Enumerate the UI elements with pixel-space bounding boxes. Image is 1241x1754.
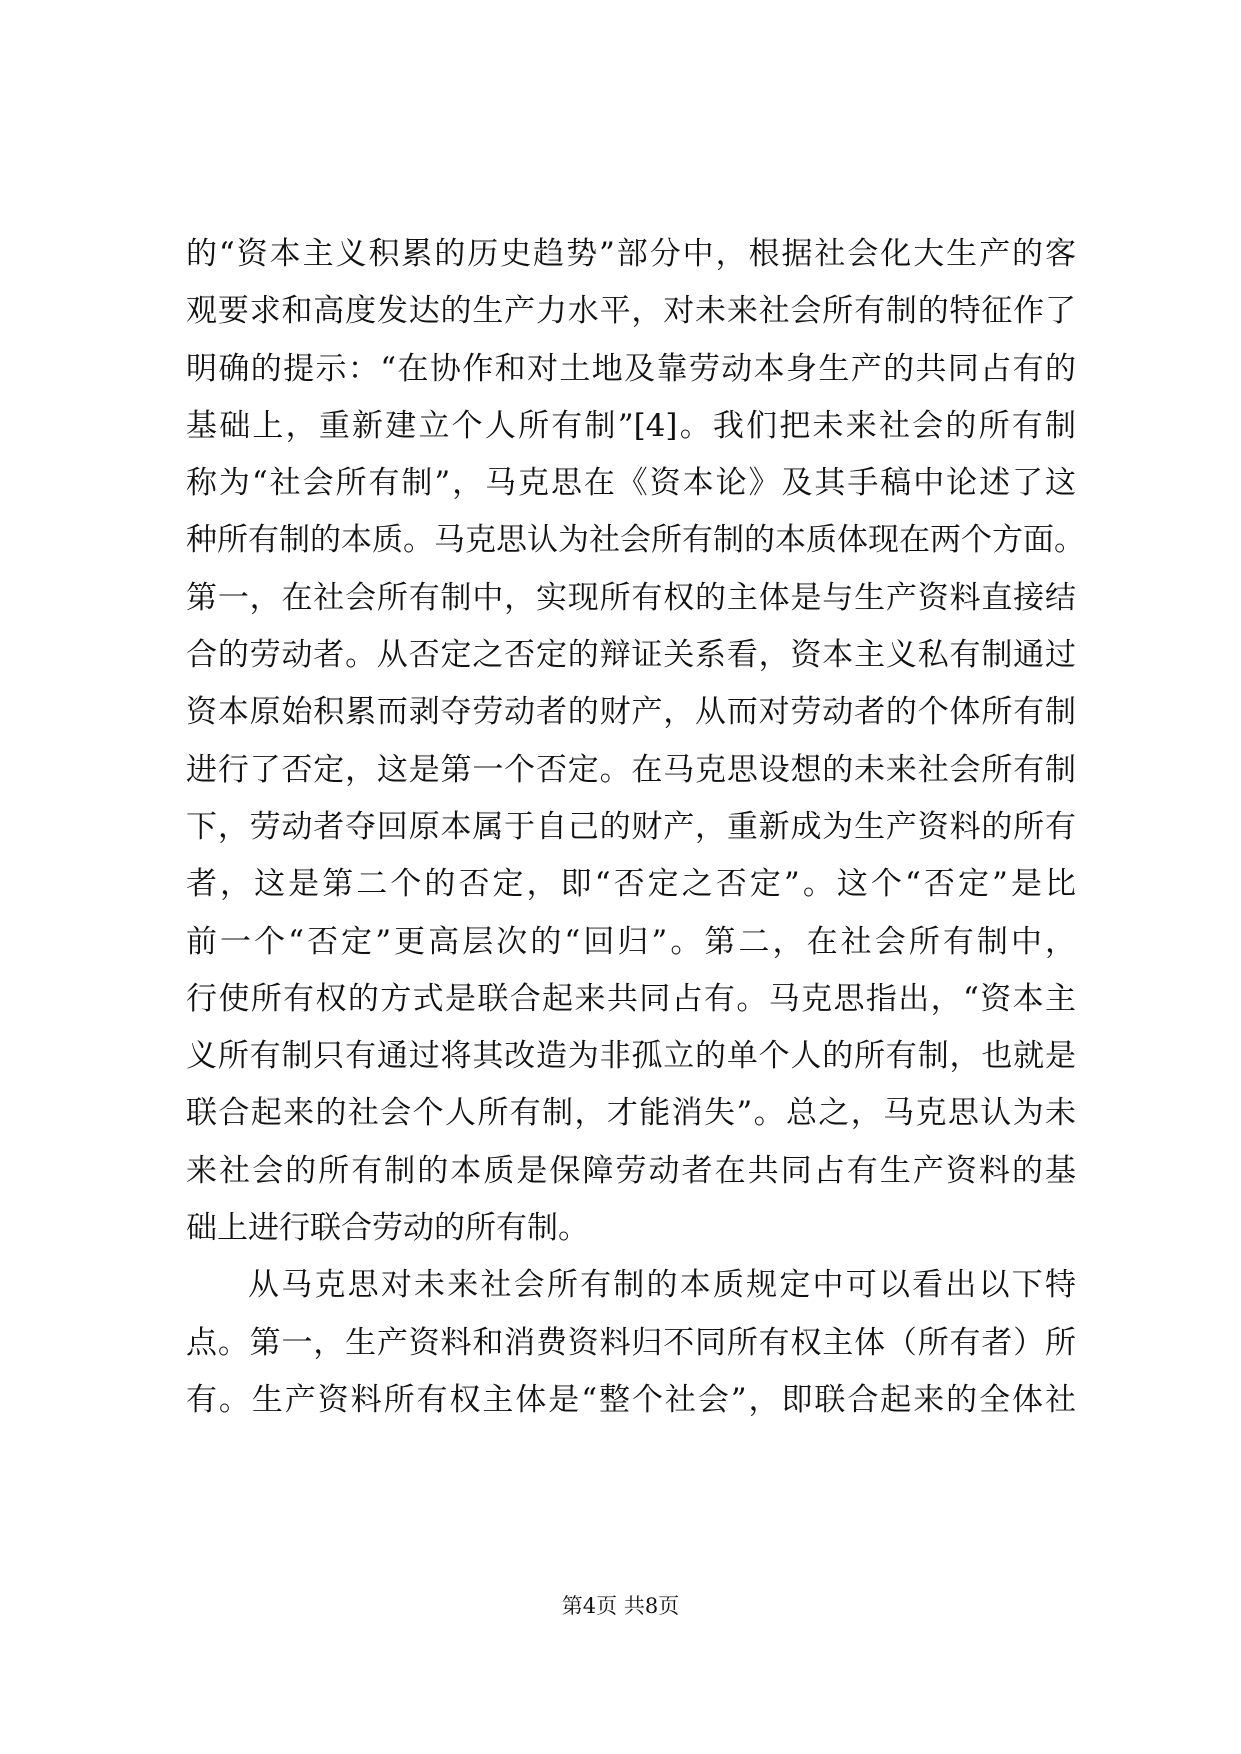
text-line: 进行了否定，这是第一个否定。在马克思设想的未来社会所有制 [186,751,1076,788]
text-line: 下，劳动者夺回原本属于自己的财产，重新成为生产资料的所有 [186,808,1076,845]
text-line: 称为“社会所有制”，马克思在《资本论》及其手稿中论述了这 [186,465,1076,502]
text-line: 行使所有权的方式是联合起来共同占有。马克思指出，“资本主 [186,980,1076,1017]
text-line: 联合起来的社会个人所有制，才能消失”。总之，马克思认为未 [186,1095,1076,1132]
page-footer [0,1592,1241,1620]
text-line: 有。生产资料所有权主体是“整个社会”，即联合起来的全体社 [186,1381,1076,1418]
text-line: 从马克思对未来社会所有制的本质规定中可以看出以下特 [248,1267,1076,1304]
text-line: 的“资本主义积累的历史趋势”部分中，根据社会化大生产的客 [186,236,1076,272]
text-line: 来社会的所有制的本质是保障劳动者在共同占有生产资料的基 [186,1152,1076,1189]
text-line: 础上进行联合劳动的所有制。 [186,1210,589,1247]
text-line: 点。第一，生产资料和消费资料归不同所有权主体（所有者）所 [186,1324,1076,1361]
text-line: 基础上，重新建立个人所有制”[4]。我们把未来社会的所有制 [186,407,1076,444]
text-line: 明确的提示：“在协作和对土地及靠劳动本身生产的共同占有的 [186,350,1076,387]
text-line: 种所有制的本质。马克思认为社会所有制的本质体现在两个方面。 [186,522,1085,559]
page-number-label: 第4页 共8页 [561,1594,680,1618]
paragraph-2 [186,1257,1076,1429]
text-line: 义所有制只有通过将其改造为非孤立的单个人的所有制，也就是 [186,1038,1076,1075]
body-text [186,226,1085,1429]
text-line: 者，这是第二个的否定，即“否定之否定”。这个“否定”是比 [186,866,1076,903]
text-line: 前一个“否定”更高层次的“回归”。第二，在社会所有制中， [186,923,1076,960]
text-line: 资本原始积累而剥夺劳动者的财产，从而对劳动者的个体所有制 [186,694,1076,731]
paragraph-1 [186,226,1085,1257]
text-line: 合的劳动者。从否定之否定的辩证关系看，资本主义私有制通过 [186,637,1076,674]
text-line: 观要求和高度发达的生产力水平，对未来社会所有制的特征作了 [186,293,1076,330]
text-line: 第一，在社会所有制中，实现所有权的主体是与生产资料直接结 [186,579,1076,616]
